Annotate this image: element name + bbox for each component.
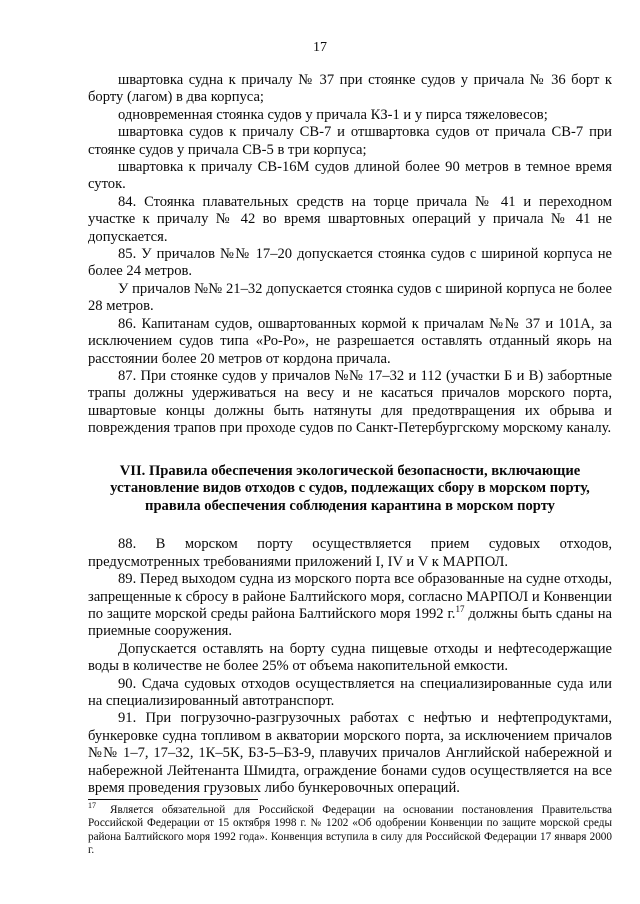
document-body bbox=[88, 72, 612, 797]
paragraph-89 bbox=[88, 571, 612, 641]
paragraph-89-text: 89. Перед выходом судна из морского порта все образованные на судне отходы, запрещенные к сбросу в районе Балтийского моря, согласно МАРПОЛ и Конвенции по защите морской среды района Балтийского моря 1992 г. bbox=[88, 571, 612, 622]
paragraph: У причалов №№ 21–32 допускается стоянка судов с шириной корпуса не более 28 метров. bbox=[88, 280, 612, 315]
paragraph-88: 88. В морском порту осуществляется прием судовых отходов, предусмотренных требованиями приложений I, IV и V к МАРПОЛ. bbox=[88, 536, 612, 570]
paragraph: швартовка к причалу СВ-16М судов длиной более 90 метров в темное время суток. bbox=[88, 159, 612, 193]
footnote-reference: 17 bbox=[455, 604, 465, 615]
footnote: 17 Является обязательной для Российской Федерации на основании постановления Правительства Российской Федерации от 15 октября 1998 г. № 1202 «Об одобрении Конвенции по защите морской среды района Балтийского моря 1992 года». Конвенция вступила в силу для Российской Федерации 17 января 2000 г. bbox=[88, 801, 612, 857]
paragraph-87: 87. При стоянке судов у причалов №№ 17–32 и 112 (участки Б и В) забортные трапы должны удерживаться на весу и не касаться причалов морского порта, швартовые концы должны быть натянуты для предотвращения их обрыва и повреждения трапов при проходе судов по Санкт-Петербургскому морскому каналу. bbox=[88, 367, 612, 437]
paragraph: швартовка судна к причалу № 37 при стоянке судов у причала № 36 борт к борту (лагом) в два корпуса; bbox=[88, 72, 612, 106]
paragraph: Допускается оставлять на борту судна пищевые отходы и нефтесодержащие воды в количестве не более 25% от объема накопительной емкости. bbox=[88, 640, 612, 675]
paragraph-86: 86. Капитанам судов, ошвартованных кормой к причалам №№ 37 и 101А, за исключением судов типа «Ро-Ро», не разрешается оставлять отданный якорь на расстоянии более 20 метров от кордона причала. bbox=[88, 315, 612, 367]
page-number: 17 bbox=[313, 40, 327, 55]
paragraph-91: 91. При погрузочно-разгрузочных работах с нефтью и нефтепродуктами, бункеровке судна топливом в акватории морского порта, за исключением причалов №№ 1–7, 17–32, 1К–5К, БЗ-5–БЗ-9, плавучих причалов Английской набережной и набережной Лейтенанта Шмидта, ограждение бонами судов осуществляется на все время проведения грузовых либо бункеровочных операций. bbox=[88, 710, 612, 796]
section-heading: VII. Правила обеспечения экологической безопасности, включающие установление видов отходов с судов, подлежащих сбору в морском порту, правила обеспечения соблюдения карантина в морском порту bbox=[110, 462, 590, 514]
footnote-text: Является обязательной для Российской Федерации на основании постановления Правительства Российской Федерации от 15 октября 1998 г. № 1202 «Об одобрении Конвенции по защите морской среды района Балтийского моря 1992 года». Конвенция вступила в силу для Российской Федерации 17 января 2000 г. bbox=[88, 804, 612, 857]
paragraph-85: 85. У причалов №№ 17–20 допускается стоянка судов с шириной корпуса не более 24 метров. bbox=[88, 246, 612, 280]
paragraph-90: 90. Сдача судовых отходов осуществляется на специализированные суда или на специализированный автотранспорт. bbox=[88, 675, 612, 709]
paragraph: одновременная стоянка судов у причала КЗ-1 и у пирса тяжеловесов; bbox=[118, 106, 548, 123]
paragraph-84: 84. Стоянка плавательных средств на торце причала № 41 и переходном участке к причалу № 42 во время швартовных операций у причала № 41 не допускается. bbox=[88, 193, 612, 245]
footnote-separator bbox=[88, 799, 258, 800]
paragraph-89-text-end: должны быть сданы на приемные сооружения. bbox=[88, 605, 613, 640]
paragraph: швартовка судов к причалу СВ-7 и отшвартовка судов от причала СВ-7 при стоянке судов у причала СВ-5 в три корпуса; bbox=[88, 124, 612, 158]
